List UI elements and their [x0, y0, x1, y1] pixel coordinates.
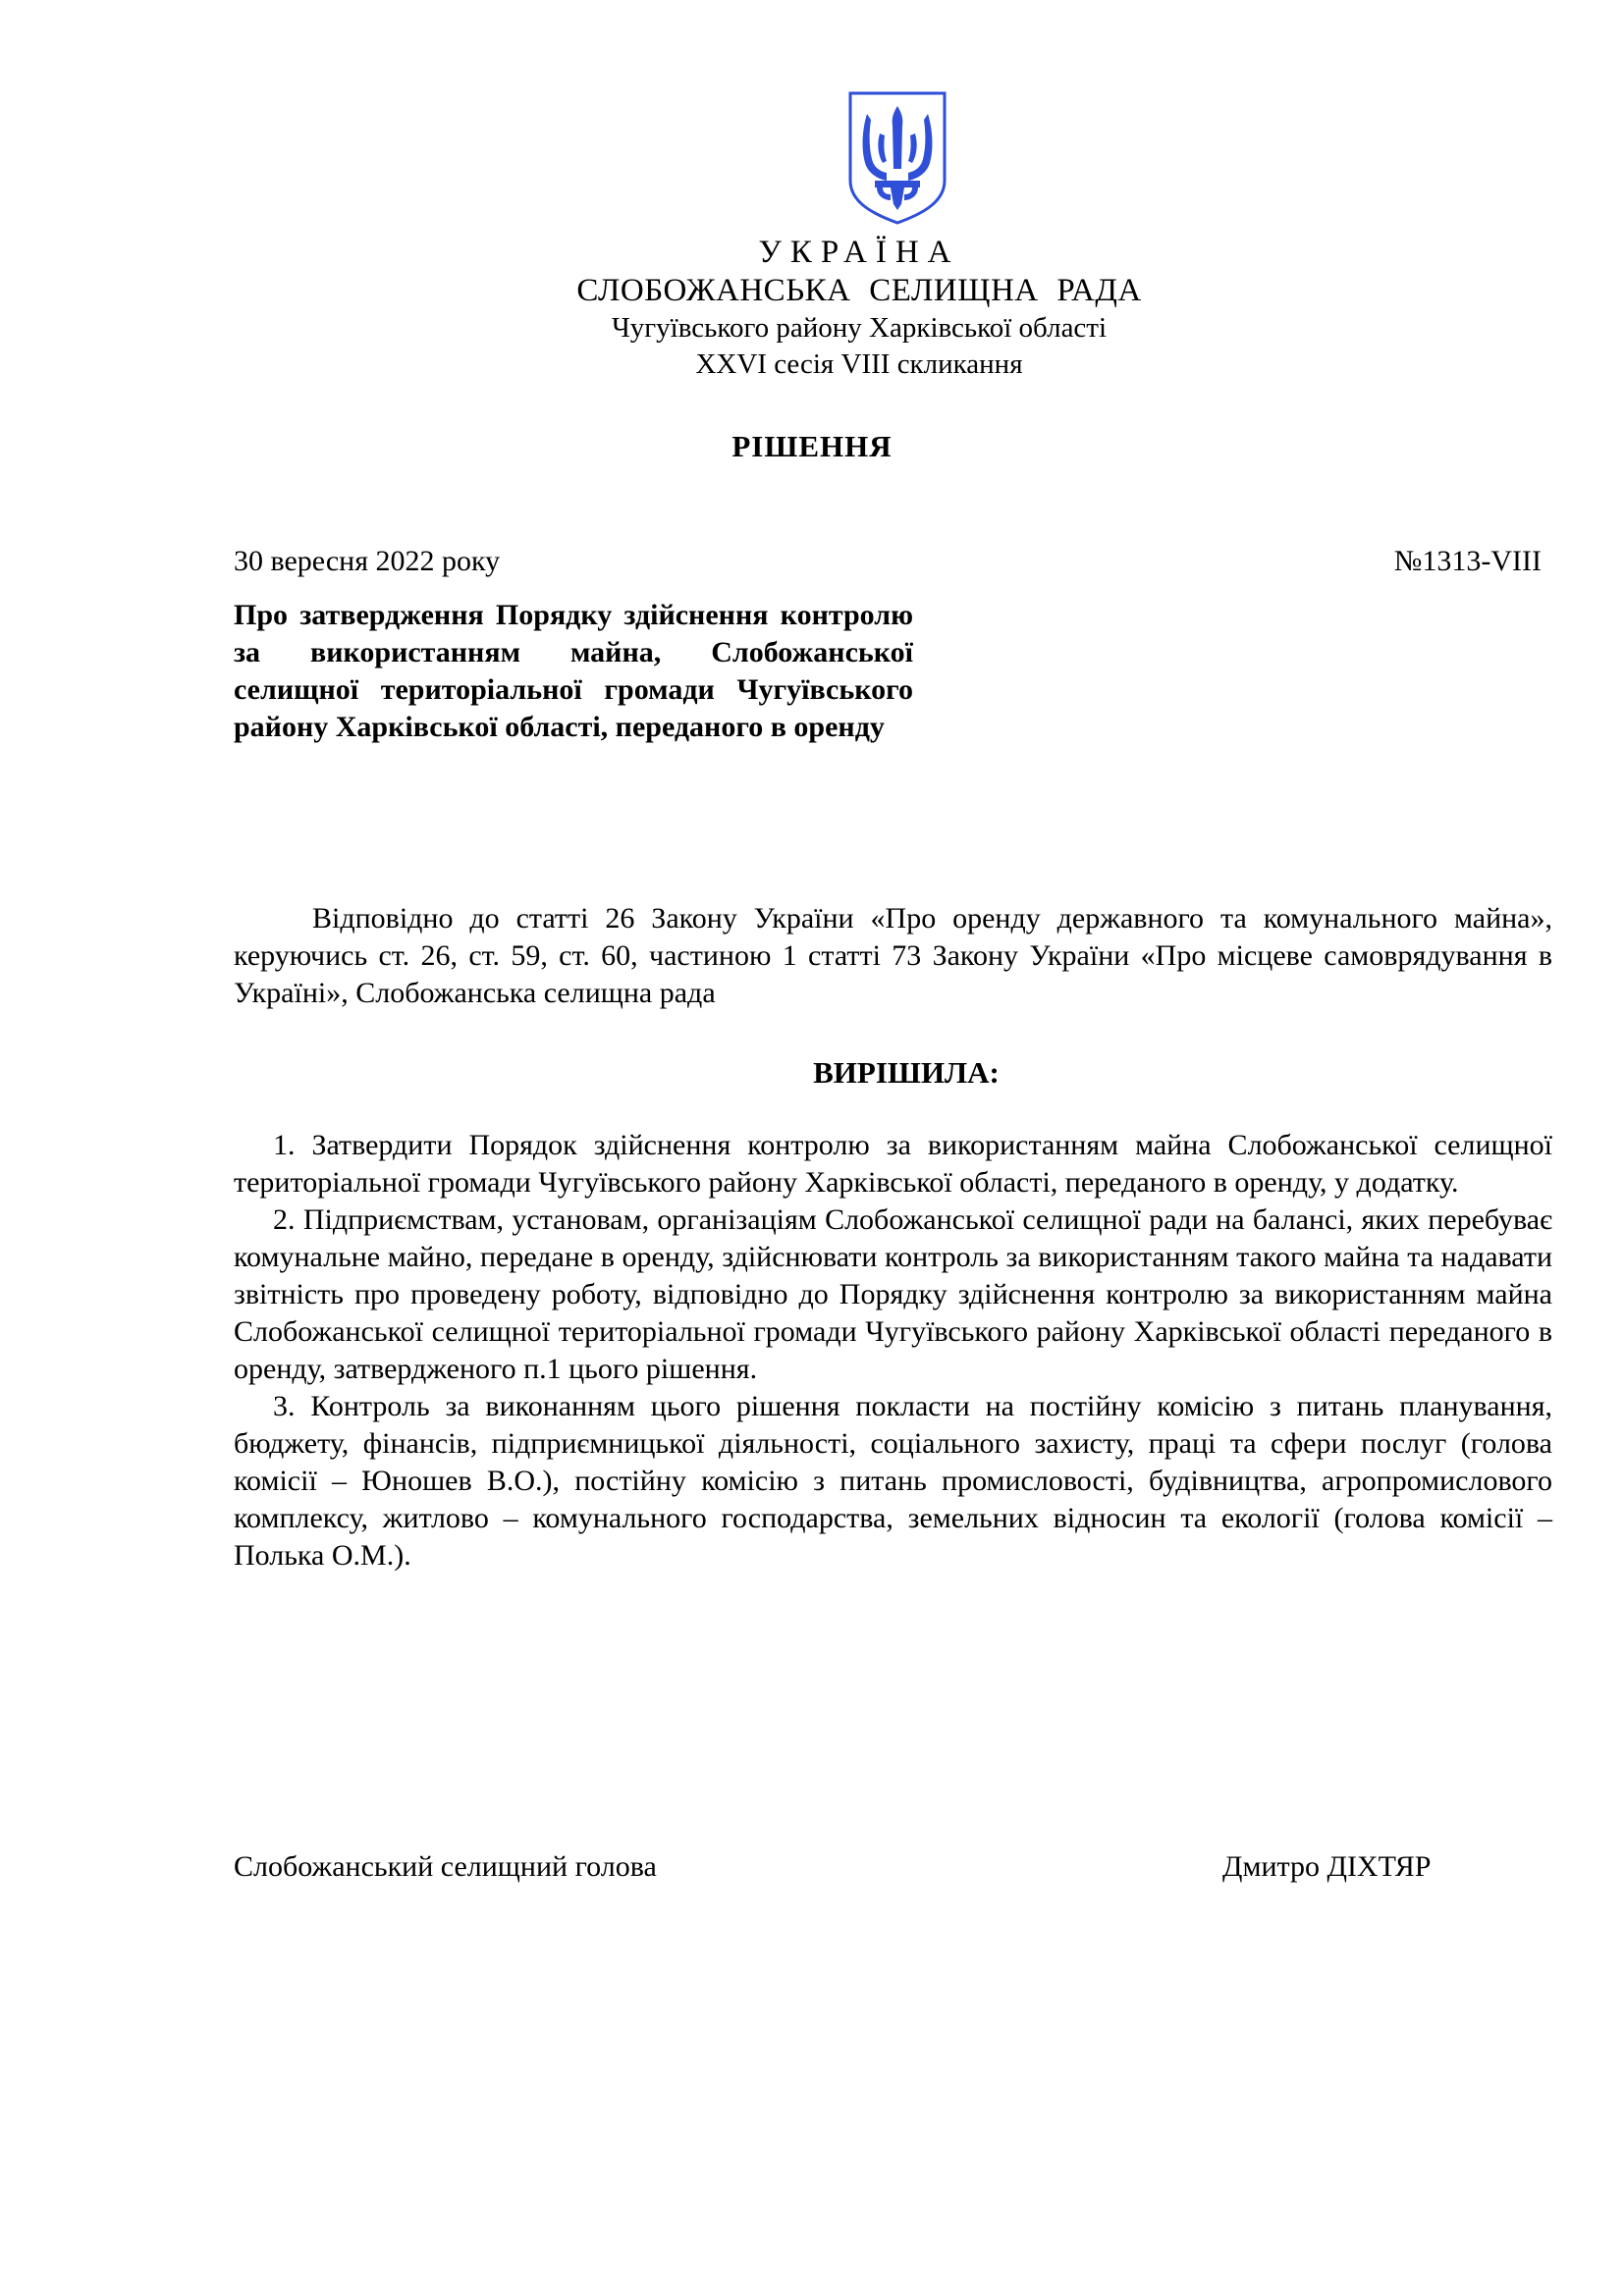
signatory-title: Слобожанський селищний голова: [234, 1850, 657, 1883]
document-number: №1313-VIII: [1393, 545, 1542, 577]
session-info: XXVI сесія VIII скликання: [695, 348, 1023, 380]
document-type: РІШЕННЯ: [731, 429, 893, 463]
resolution-item-1: 1. Затвердити Порядок здійснення контролю за використанням майна Слобожанської селищної територіальної громади Чугуївського району Харківської області, переданого в оренду, у додатку.: [234, 1129, 1552, 1199]
resolution-items: [234, 1127, 1552, 1575]
signatory-name: Дмитро ДІХТЯР: [1222, 1850, 1432, 1883]
document-header: [0, 234, 1624, 383]
resolution-item-3: 3. Контроль за виконанням цього рішення покласти на постійну комісію з питань планування, бюджету, фінансів, підприємницької діяльності, соціального захисту, праці та сфери послуг (голова комісії – Юношев В.О.), постійну комісію з питань промисловості, будівництва, агропромислового комплексу, житлово – комунального господарства, земельних відносин та екології (голова комісії – Полька О.М.).: [234, 1390, 1552, 1572]
document-subject: Про затвердження Порядку здійснення контролю за використанням майна, Слобожанської селищної територіальної громади Чугуївського району Харківської області, переданого в оренду: [234, 599, 913, 743]
country-name: УКРАЇНА: [758, 235, 960, 270]
preamble-paragraph: Відповідно до статті 26 Закону України «Про оренду державного та комунального майна», керуючись ст. 26, ст. 59, ст. 60, частиною 1 статті 73 Закону України «Про місцеве самоврядування в Україні», Слобожанська селищна рада: [234, 902, 1552, 1009]
district-name: Чугуївського району Харківської області: [611, 312, 1108, 344]
document-date: 30 вересня 2022 року: [234, 545, 501, 577]
council-name: СЛОБОЖАНСЬКА СЕЛИЩНА РАДА: [576, 273, 1142, 308]
trident-emblem-icon: [847, 90, 947, 226]
resolved-heading: ВИРІШИЛА:: [813, 1055, 1000, 1090]
resolution-item-2: 2. Підприємствам, установам, організаціям Слобожанської селищної ради на балансі, яких перебуває комунальне майно, передане в оренду, здійснювати контроль за використанням такого майна та надавати звітність про проведену роботу, відповідно до Порядку здійснення контролю за використанням майна Слобожанської селищної територіальної громади Чугуївського району Харківської області переданого в оренду, затвердженого п.1 цього рішення.: [234, 1203, 1552, 1385]
